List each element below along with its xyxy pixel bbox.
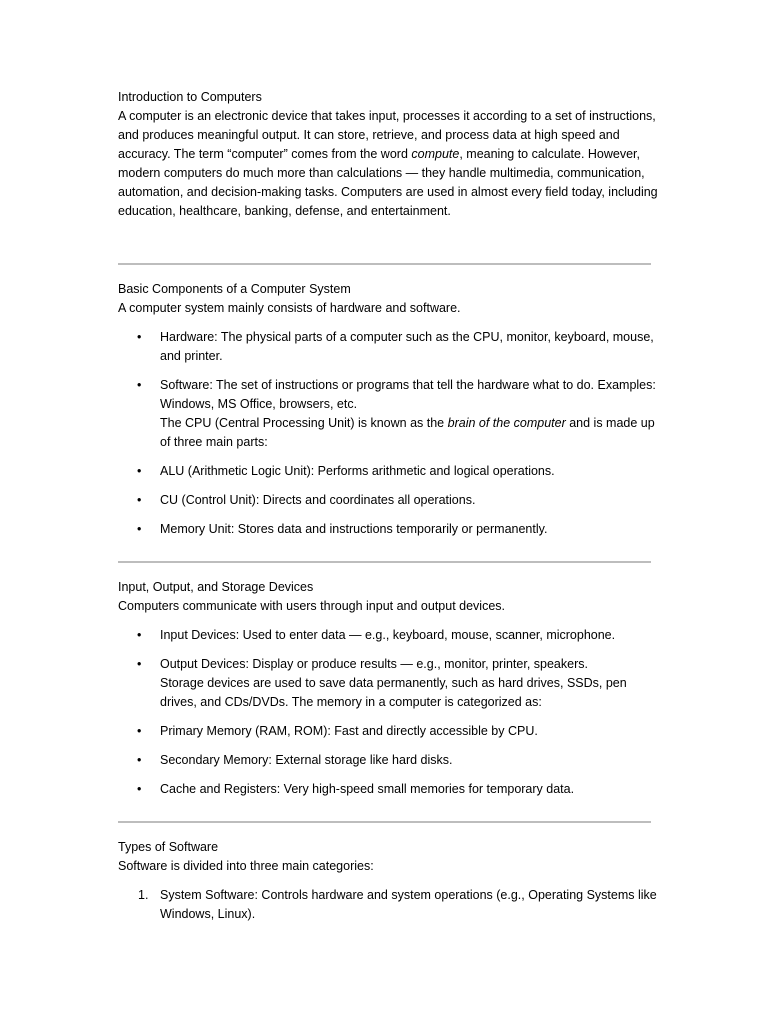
bullet-icon: •: [137, 724, 142, 738]
section-title: Introduction to Computers: [118, 90, 262, 104]
list-item: [118, 751, 658, 770]
bullet-icon: •: [137, 522, 142, 536]
horizontal-rule: [118, 561, 651, 563]
bullet-icon: •: [137, 330, 142, 344]
list-item: [118, 491, 658, 510]
paragraph: [118, 107, 658, 221]
emphasis-text: compute: [411, 147, 460, 161]
paragraph: A computer system mainly consists of hardware and software.: [118, 301, 461, 315]
text-run: , meaning to calculate. However, modern computers do much more than calculations — they handle multimedia, communication, automation, and decision-making tasks. Computers are used in almost every field today, including education, healthcare, banking, defense, and entertainment.: [118, 147, 658, 218]
list-item: [118, 520, 658, 539]
bullet-icon: •: [137, 782, 142, 796]
section-title: Types of Software: [118, 840, 219, 854]
list-item-text: ALU (Arithmetic Logic Unit): Performs arithmetic and logical operations.: [160, 464, 555, 478]
bullet-icon: •: [137, 628, 142, 642]
list-item-text: System Software: Controls hardware and system operations (e.g., Operating Systems like Windows, Linux).: [160, 888, 657, 921]
list-item: [118, 655, 658, 712]
list-item: [118, 886, 658, 924]
section-title: Input, Output, and Storage Devices: [118, 580, 314, 594]
horizontal-rule: [118, 821, 651, 823]
list-item-text: CU (Control Unit): Directs and coordinates all operations.: [160, 493, 476, 507]
list-number: 1.: [138, 888, 149, 902]
numbered-list: [118, 886, 658, 924]
list-item-text: Cache and Registers: Very high-speed small memories for temporary data.: [160, 782, 575, 796]
bullet-list: [118, 626, 658, 799]
list-item: [118, 722, 658, 741]
section-introduction: [118, 88, 658, 221]
emphasis-text: brain of the computer: [447, 416, 566, 430]
list-item: [118, 376, 658, 452]
list-item-text: Memory Unit: Stores data and instructions temporarily or permanently.: [160, 522, 548, 536]
bullet-icon: •: [137, 493, 142, 507]
section-components: [118, 280, 658, 539]
list-item-text: Secondary Memory: External storage like hard disks.: [160, 753, 453, 767]
bullet-icon: •: [137, 464, 142, 478]
bullet-icon: •: [137, 378, 142, 392]
horizontal-rule: [118, 263, 651, 265]
list-item: [118, 462, 658, 481]
section-title: Basic Components of a Computer System: [118, 282, 351, 296]
list-item-text: Output Devices: Display or produce results — e.g., monitor, printer, speakers.: [160, 657, 588, 671]
list-item-text: Primary Memory (RAM, ROM): Fast and directly accessible by CPU.: [160, 724, 538, 738]
paragraph: Computers communicate with users through input and output devices.: [118, 599, 506, 613]
list-item-text: Software: The set of instructions or programs that tell the hardware what to do. Examples: Windows, MS Office, browsers, etc.: [160, 378, 656, 411]
bullet-icon: •: [137, 753, 142, 767]
text-run: and is made up of three main parts:: [160, 416, 655, 449]
bullet-icon: •: [137, 657, 142, 671]
text-run: The CPU (Central Processing Unit) is known as the: [160, 416, 448, 430]
paragraph: Software is divided into three main categories:: [118, 859, 374, 873]
list-item-text: Hardware: The physical parts of a computer such as the CPU, monitor, keyboard, mouse, and printer.: [160, 330, 654, 363]
list-item: [118, 780, 658, 799]
section-devices: [118, 578, 658, 799]
list-item: [118, 328, 658, 366]
bullet-list: [118, 328, 658, 539]
list-item-text: Input Devices: Used to enter data — e.g., keyboard, mouse, scanner, microphone.: [160, 628, 616, 642]
list-item: [118, 626, 658, 645]
list-item-continuation: Storage devices are used to save data permanently, such as hard drives, SSDs, pen drives, and CDs/DVDs. The memory in a computer is categorized as:: [160, 676, 627, 709]
text-run: A computer is an electronic device that takes input, processes it according to a set of instructions, and produces meaningful output. It can store, retrieve, and process data at high speed and accuracy. The term “computer” comes from the word: [118, 109, 656, 161]
section-software-types: [118, 838, 658, 924]
